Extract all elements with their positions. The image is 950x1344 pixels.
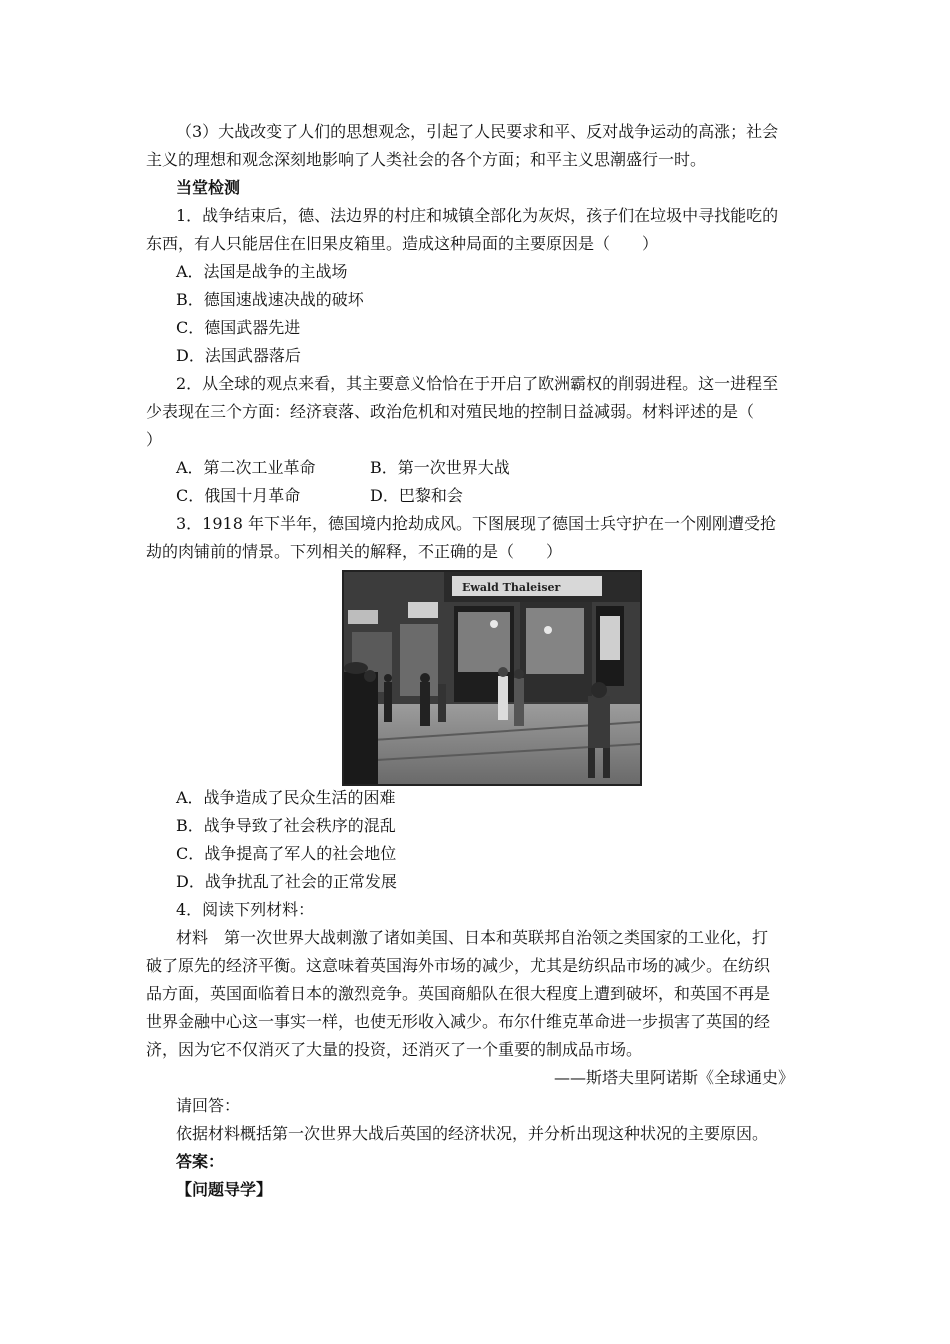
q4-question: 依据材料概括第一次世界大战后英国的经济状况，并分析出现这种状况的主要原因。 (176, 1124, 769, 1143)
q1-option-b: B．德国速战速决战的破坏 (176, 290, 364, 309)
q3-option-b: B．战争导致了社会秩序的混乱 (176, 816, 396, 835)
q2-line-1: 2．从全球的观点来看，其主要意义恰恰在于开启了欧洲霸权的削弱进程。这一进程至 (176, 374, 779, 393)
q3-option-a: A．战争造成了民众生活的困难 (176, 788, 396, 807)
q2-line-2: 少表现在三个方面：经济衰落、政治危机和对殖民地的控制日益减弱。材料评述的是（ (146, 402, 755, 421)
q4-material-line-1: 材料 第一次世界大战刺激了诸如美国、日本和英联邦自治领之类国家的工业化，打 (176, 928, 769, 947)
q2-option-d: D．巴黎和会 (370, 486, 463, 505)
q2-line-3: ） (146, 430, 163, 449)
q4-material-line-2: 破了原先的经济平衡。这意味着英国海外市场的减少，尤其是纺织品市场的减少。在纺织 (146, 956, 771, 975)
butcher-shop-photo (342, 570, 642, 786)
q3-line-2: 劫的肉铺前的情景。下列相关的解释，不正确的是（ ） (146, 542, 563, 561)
q1-option-c: C．德国武器先进 (176, 318, 301, 337)
section-title: 当堂检测 (176, 178, 241, 197)
q1-line-2: 东西，有人只能居住在旧果皮箱里。造成这种局面的主要原因是（ ） (146, 234, 659, 253)
q3-option-d: D．战争扰乱了社会的正常发展 (176, 872, 397, 891)
q4-prompt: 请回答： (176, 1096, 241, 1115)
q4-material-line-5: 济，因为它不仅消灭了大量的投资，还消灭了一个重要的制成品市场。 (146, 1040, 643, 1059)
photo-illustration (344, 572, 640, 784)
q4-material-line-4: 世界金融中心这一事实一样，也使无形收入减少。布尔什维克革命进一步损害了英国的经 (146, 1012, 771, 1031)
intro-line-2: 主义的理想和观念深刻地影响了人类社会的各个方面；和平主义思潮盛行一时。 (146, 150, 707, 169)
intro-line-1: （3）大战改变了人们的思想观念，引起了人民要求和平、反对战争运动的高涨；社会 (176, 122, 779, 141)
q3-line-1: 3．1918 年下半年，德国境内抢劫成风。下图展现了德国士兵守护在一个刚刚遭受抢 (176, 514, 776, 533)
answer-label: 答案： (176, 1152, 225, 1171)
q1-option-a: A．法国是战争的主战场 (176, 262, 348, 281)
q4-line-1: 4．阅读下列材料： (176, 900, 315, 919)
q1-line-1: 1．战争结束后，德、法边界的村庄和城镇全部化为灰烬，孩子们在垃圾中寻找能吃的 (176, 206, 779, 225)
q2-option-a: A．第二次工业革命 (176, 458, 316, 477)
q4-source: ——斯塔夫里阿诺斯《全球通史》 (554, 1068, 795, 1087)
guide-label: 【问题导学】 (176, 1180, 273, 1199)
q2-option-b: B．第一次世界大战 (370, 458, 510, 477)
q4-material-line-3: 品方面，英国面临着日本的激烈竞争。英国商船队在很大程度上遭到破坏，和英国不再是 (146, 984, 771, 1003)
q2-option-c: C．俄国十月革命 (176, 486, 301, 505)
shop-sign-text: Ewald Thaleiser (462, 581, 561, 594)
q3-option-c: C．战争提高了军人的社会地位 (176, 844, 397, 863)
q1-option-d: D．法国武器落后 (176, 346, 301, 365)
